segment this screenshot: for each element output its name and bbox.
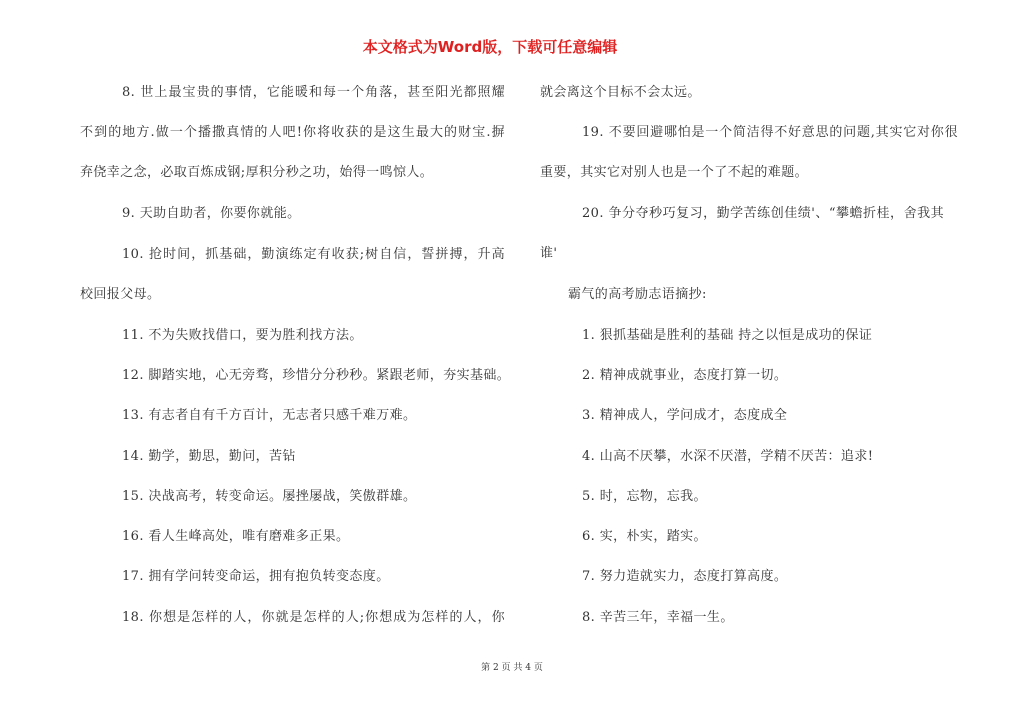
left-line-11: 15. 决战高考，转变命运。屡挫屡战，笑傲群雄。	[122, 489, 417, 504]
right-line-8: 2. 精神成就事业，态度打算一切。	[582, 368, 788, 383]
right-line-3: 重要，其实它对别人也是一个了不起的难题。	[540, 165, 809, 180]
left-line-6: 校回报父母。	[80, 287, 161, 302]
right-line-14: 8. 辛苦三年，幸福一生。	[582, 610, 734, 625]
right-line-5: 谁'	[540, 246, 558, 261]
left-line-3: 弃侥幸之念，必取百炼成钢;厚积分秒之功，始得一鸣惊人。	[80, 165, 434, 180]
right-line-11: 5. 时，忘物，忘我。	[582, 489, 707, 504]
left-line-8: 12. 脚踏实地，心无旁骛，珍惜分分秒秒。紧跟老师，夯实基础。	[122, 368, 511, 383]
right-line-12: 6. 实，朴实，踏实。	[582, 529, 707, 544]
left-line-2: 不到的地方.做一个播撒真情的人吧!你将收获的是这生最大的财宝.摒	[80, 125, 505, 140]
right-line-13: 7. 努力造就实力，态度打算高度。	[582, 569, 788, 584]
left-line-1: 8. 世上最宝贵的事情，它能暖和每一个角落，甚至阳光都照耀	[122, 85, 505, 100]
left-line-5: 10. 抢时间，抓基础，勤演练定有收获;树自信，誓拼搏，升高	[122, 247, 505, 262]
right-line-7: 1. 狠抓基础是胜利的基础 持之以恒是成功的保证	[582, 328, 873, 343]
left-line-10: 14. 勤学，勤思，勤问，苦钻	[122, 449, 296, 464]
left-line-7: 11. 不为失败找借口，要为胜利找方法。	[122, 328, 363, 343]
right-line-2: 19. 不要回避哪怕是一个简洁得不好意思的问题,其实它对你很	[582, 125, 958, 140]
left-line-9: 13. 有志者自有千方百计，无志者只感千难万难。	[122, 408, 417, 423]
document-header: 本文格式为Word版，下载可任意编辑	[362, 38, 618, 56]
right-line-10: 4. 山高不厌攀，水深不厌潜，学精不厌苦：追求!	[582, 449, 874, 464]
left-line-4: 9. 天助自助者，你要你就能。	[122, 206, 301, 221]
right-line-9: 3. 精神成人，学问成才，态度成全	[582, 408, 788, 423]
left-line-13: 17. 拥有学问转变命运，拥有抱负转变态度。	[122, 569, 390, 584]
left-line-14: 18. 你想是怎样的人，你就是怎样的人;你想成为怎样的人，你	[122, 610, 505, 625]
left-line-12: 16. 看人生峰高处，唯有磨难多正果。	[122, 529, 350, 544]
section-heading: 霸气的高考励志语摘抄:	[568, 287, 707, 302]
right-line-4: 20. 争分夺秒巧复习，勤学苦练创佳绩'、“攀蟾折桂，舍我其	[582, 206, 944, 221]
page-number-footer: 第 2 页 共 4 页	[481, 663, 543, 673]
right-line-1: 就会离这个目标不会太远。	[540, 85, 701, 100]
